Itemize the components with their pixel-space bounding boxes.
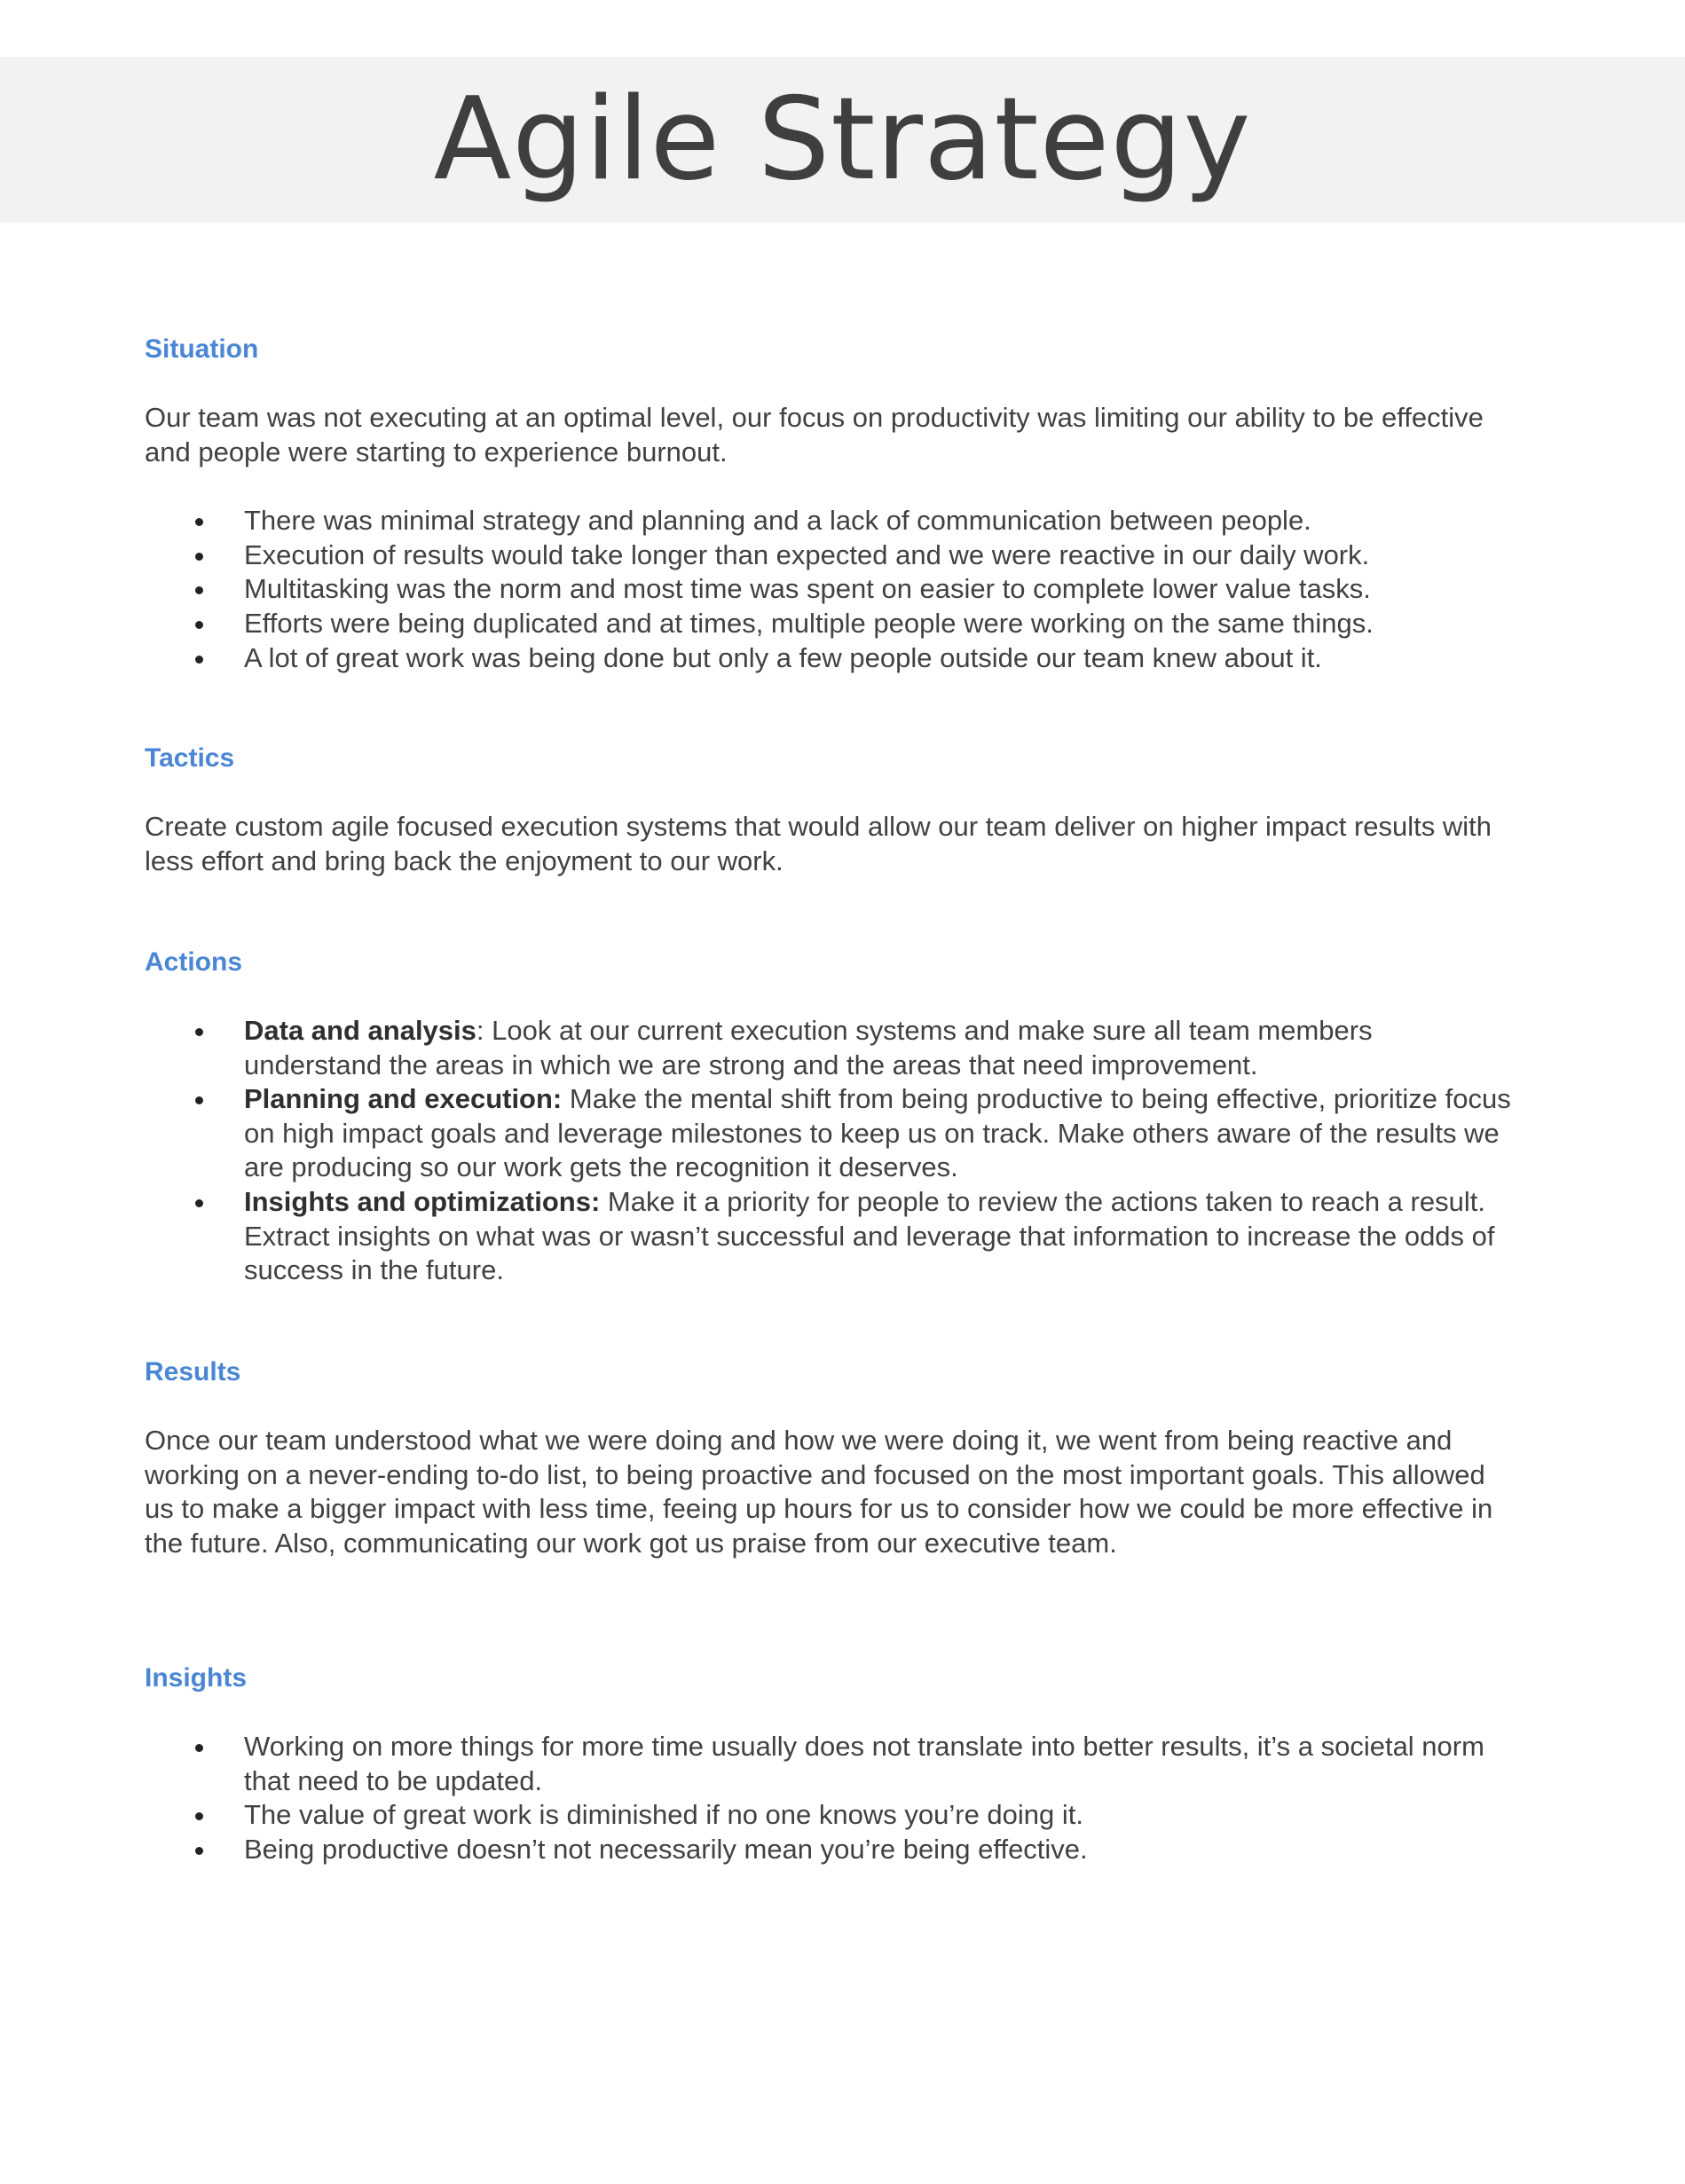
- action-description: Make it a priority for people to review the actions taken to reach a result. Extract insights on what was or wasn’t successful and leverage that information to increase the odds of success in the future.: [244, 1185, 1495, 1286]
- bullet-icon: [195, 1744, 203, 1752]
- bullet-icon: [195, 1096, 203, 1104]
- list-item[interactable]: [145, 1833, 1511, 1867]
- list-item-text: Efforts were being duplicated and at times, multiple people were working on the same things.: [244, 607, 1374, 639]
- section-actions: [145, 946, 1511, 1288]
- section-heading-actions[interactable]: Actions: [145, 947, 243, 977]
- list-item-text: Execution of results would take longer than expected and we were reactive in our daily work.: [244, 538, 1370, 570]
- action-description: Make the mental shift from being productive to being effective, prioritize focus on high impact goals and leverage milestones to keep us on track. Make others aware of the results we are producing so our work gets the recognition it deserves.: [244, 1083, 1511, 1183]
- actions-bullet-list: [145, 1014, 1511, 1288]
- results-paragraph[interactable]: Once our team understood what we were doing and how we were doing it, we went from being reactive and working on a never-ending to-do list, to being proactive and focused on the most important goals. This allowed us to make a bigger impact with less time, feeing up hours for us to consider how we could be more effective in the future. Also, communicating our work got us praise from our executive team.: [145, 1425, 1493, 1559]
- list-item[interactable]: [145, 1185, 1511, 1288]
- bullet-icon: [195, 1812, 203, 1820]
- list-item-text: There was minimal strategy and planning and a lack of communication between people.: [244, 505, 1311, 537]
- section-results: [145, 1355, 1511, 1560]
- list-item[interactable]: [145, 641, 1511, 676]
- bullet-icon: [195, 656, 203, 664]
- list-item-text: Working on more things for more time usually does not translate into better results, it’s a societal norm that need to be updated.: [244, 1731, 1484, 1796]
- bullet-icon: [195, 1199, 203, 1207]
- list-item-text: Being productive doesn’t not necessarily mean you’re being effective.: [244, 1833, 1088, 1865]
- action-lead-label: Planning and execution:: [244, 1083, 563, 1115]
- tactics-paragraph[interactable]: Create custom agile focused execution systems that would allow our team deliver on higher impact results with less effort and bring back the enjoyment to our work.: [145, 811, 1492, 876]
- bullet-icon: [195, 1847, 203, 1855]
- section-heading-insights[interactable]: Insights: [145, 1663, 248, 1693]
- action-lead-label: Data and analysis: [244, 1015, 476, 1046]
- section-heading-results[interactable]: Results: [145, 1357, 241, 1387]
- list-item[interactable]: [145, 538, 1511, 573]
- section-insights: [145, 1662, 1511, 1866]
- list-item[interactable]: [145, 1730, 1511, 1798]
- list-item-text: A lot of great work was being done but only a few people outside our team knew about it.: [244, 641, 1322, 673]
- bullet-icon: [195, 621, 203, 629]
- insights-bullet-list: [145, 1730, 1511, 1866]
- list-item[interactable]: [145, 607, 1511, 641]
- list-item-text: Multitasking was the norm and most time was spent on easier to complete lower value tasks.: [244, 573, 1371, 605]
- section-situation: [145, 333, 1511, 675]
- section-heading-situation[interactable]: Situation: [145, 334, 259, 364]
- list-item[interactable]: [145, 572, 1511, 607]
- situation-paragraph[interactable]: Our team was not executing at an optimal level, our focus on productivity was limiting our ability to be effective and people were starting to experience burnout.: [145, 402, 1484, 467]
- action-description: : Look at our current execution systems and make sure all team members understand the areas in which we are strong and the areas that need improvement.: [244, 1015, 1373, 1080]
- list-item[interactable]: [145, 504, 1511, 538]
- list-item[interactable]: [145, 1798, 1511, 1833]
- bullet-icon: [195, 1028, 203, 1036]
- document-title[interactable]: Agile Strategy: [433, 74, 1252, 206]
- bullet-icon: [195, 518, 203, 526]
- action-lead-label: Insights and optimizations:: [244, 1185, 601, 1217]
- section-heading-tactics[interactable]: Tactics: [145, 743, 235, 773]
- section-tactics: [145, 742, 1511, 878]
- list-item-text: The value of great work is diminished if no one knows you’re doing it.: [244, 1799, 1083, 1831]
- list-item[interactable]: [145, 1082, 1511, 1185]
- list-item[interactable]: [145, 1014, 1511, 1082]
- situation-bullet-list: [145, 504, 1511, 675]
- bullet-icon: [195, 553, 203, 561]
- bullet-icon: [195, 586, 203, 594]
